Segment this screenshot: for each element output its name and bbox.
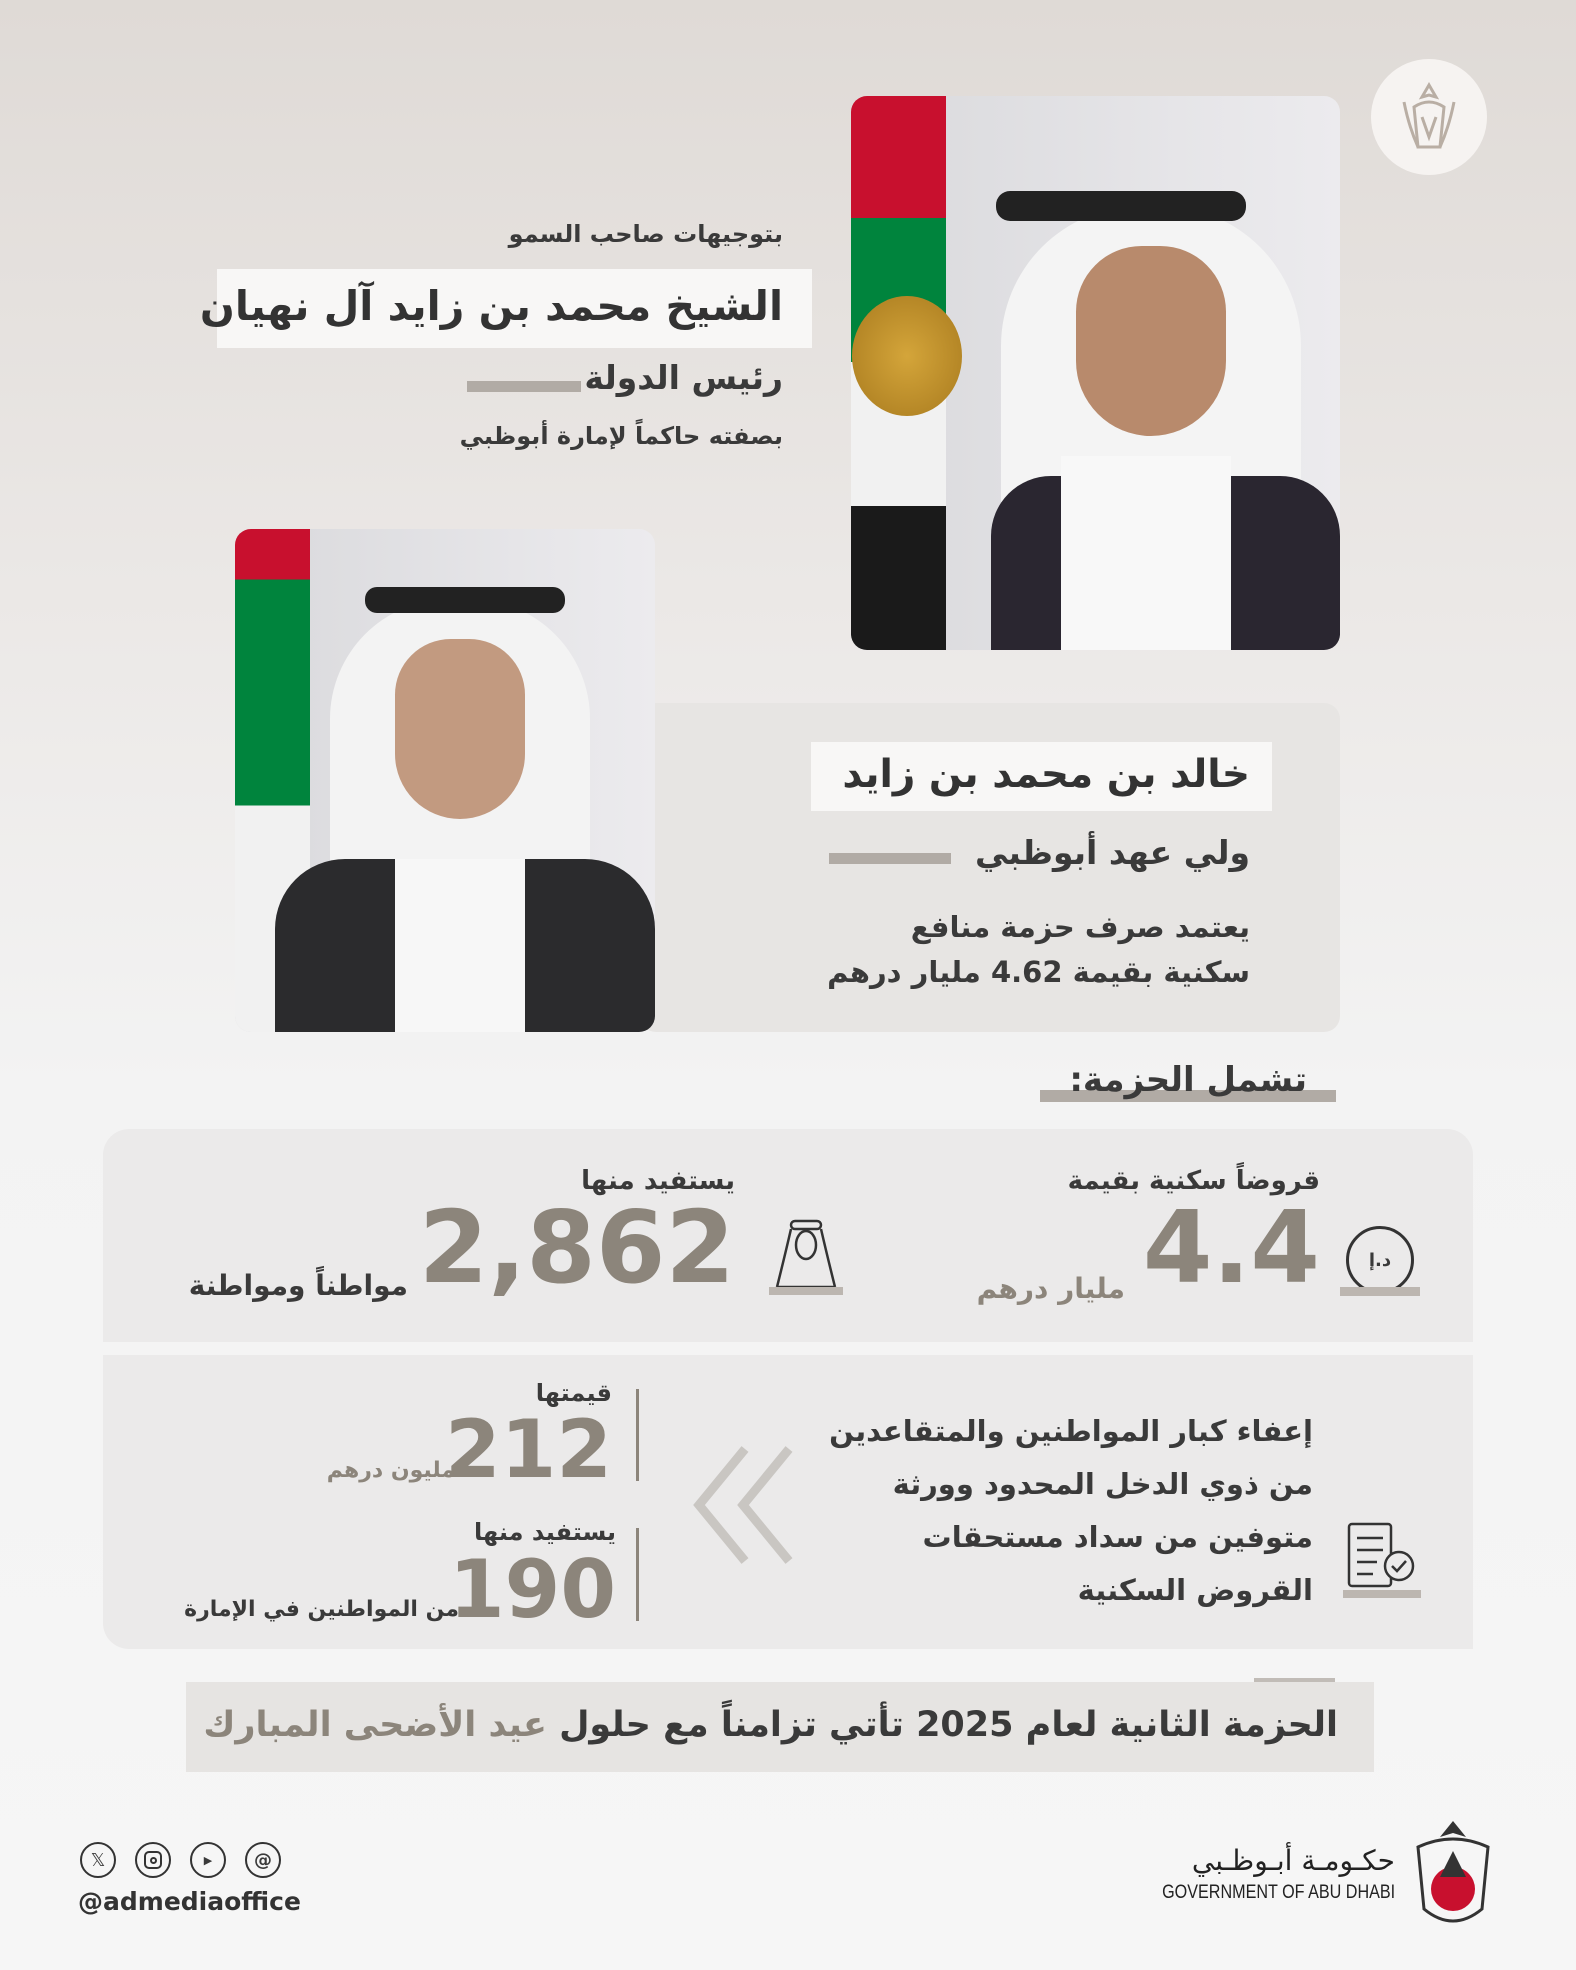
- divider-bar: [829, 853, 951, 864]
- x-icon[interactable]: 𝕏: [80, 1842, 116, 1878]
- value-label: قيمتها: [535, 1379, 612, 1407]
- beneficiaries-label: يستفيد منها: [581, 1166, 735, 1196]
- threads-icon[interactable]: @: [245, 1842, 281, 1878]
- social-icons: [80, 1842, 281, 1878]
- president-photo: [851, 96, 1340, 650]
- loans-value: 4.4: [1142, 1189, 1320, 1306]
- package-heading: تشمل الحزمة:: [1069, 1060, 1307, 1100]
- exemption-line: القروض السكنية: [1077, 1573, 1313, 1607]
- instagram-icon[interactable]: [135, 1842, 171, 1878]
- falcon-emblem-icon: [1371, 59, 1487, 175]
- beneficiaries-value: 2,862: [418, 1189, 735, 1306]
- exemption-line: إعفاء كبار المواطنين والمتقاعدين: [829, 1414, 1313, 1448]
- exemption-description: [829, 1405, 1313, 1617]
- banner-text: [203, 1705, 1338, 1745]
- loans-unit: مليار درهم: [976, 1272, 1125, 1305]
- checklist-document-icon: [1343, 1520, 1421, 1600]
- uae-emblem-icon: [852, 296, 962, 416]
- dirham-coin-icon: د.إ: [1346, 1226, 1414, 1294]
- approval-line-1: يعتمد صرف حزمة منافع: [910, 910, 1250, 944]
- divider-line: [636, 1389, 639, 1481]
- approval-line-2: سكنية بقيمة 4.62 مليار درهم: [827, 955, 1250, 989]
- gov-arabic-name: حكـومـة أبـوظـبي: [1191, 1844, 1395, 1877]
- president-role: بصفته حاكماً لإمارة أبوظبي: [459, 422, 783, 450]
- loans-label: قروضاً سكنية بقيمة: [1067, 1166, 1320, 1196]
- exemption-value-unit: مليون درهم: [326, 1458, 455, 1483]
- exemption-line: متوفين من سداد مستحقات: [922, 1520, 1313, 1554]
- gov-english-name: GOVERNMENT OF ABU DHABI: [1161, 1882, 1395, 1903]
- beneficiaries-unit: مواطناً ومواطنة: [188, 1269, 408, 1302]
- divider-bar: [467, 381, 581, 392]
- crown-prince-name: خالد بن محمد بن زايد: [842, 752, 1250, 797]
- banner-text-main: الحزمة الثانية لعام 2025 تأتي تزامناً مع حلول: [559, 1705, 1338, 1745]
- abu-dhabi-emblem-icon: [1410, 1817, 1496, 1933]
- intro-text: بتوجيهات صاحب السمو: [508, 220, 783, 248]
- exemption-value: 212: [445, 1403, 612, 1496]
- president-name: الشيخ محمد بن زايد آل نهيان: [199, 282, 783, 330]
- citizen-icon: [769, 1215, 843, 1297]
- crown-prince-photo: [235, 529, 655, 1032]
- double-chevron-left-icon: [685, 1445, 795, 1565]
- president-title: رئيس الدولة: [584, 358, 783, 397]
- banner-text-highlight: عيد الأضحى المبارك: [203, 1705, 547, 1745]
- exemption-beneficiaries-value: 190: [449, 1543, 616, 1636]
- exemption-beneficiaries-label: يستفيد منها: [473, 1518, 616, 1546]
- exemption-line: من ذوي الدخل المحدود وورثة: [892, 1467, 1313, 1501]
- exemption-beneficiaries-unit: من المواطنين في الإمارة: [184, 1597, 459, 1622]
- social-handle[interactable]: @admediaoffice: [78, 1887, 301, 1916]
- youtube-icon[interactable]: ▶: [190, 1842, 226, 1878]
- crown-prince-title: ولي عهد أبوظبي: [975, 833, 1250, 872]
- divider-line: [636, 1528, 639, 1621]
